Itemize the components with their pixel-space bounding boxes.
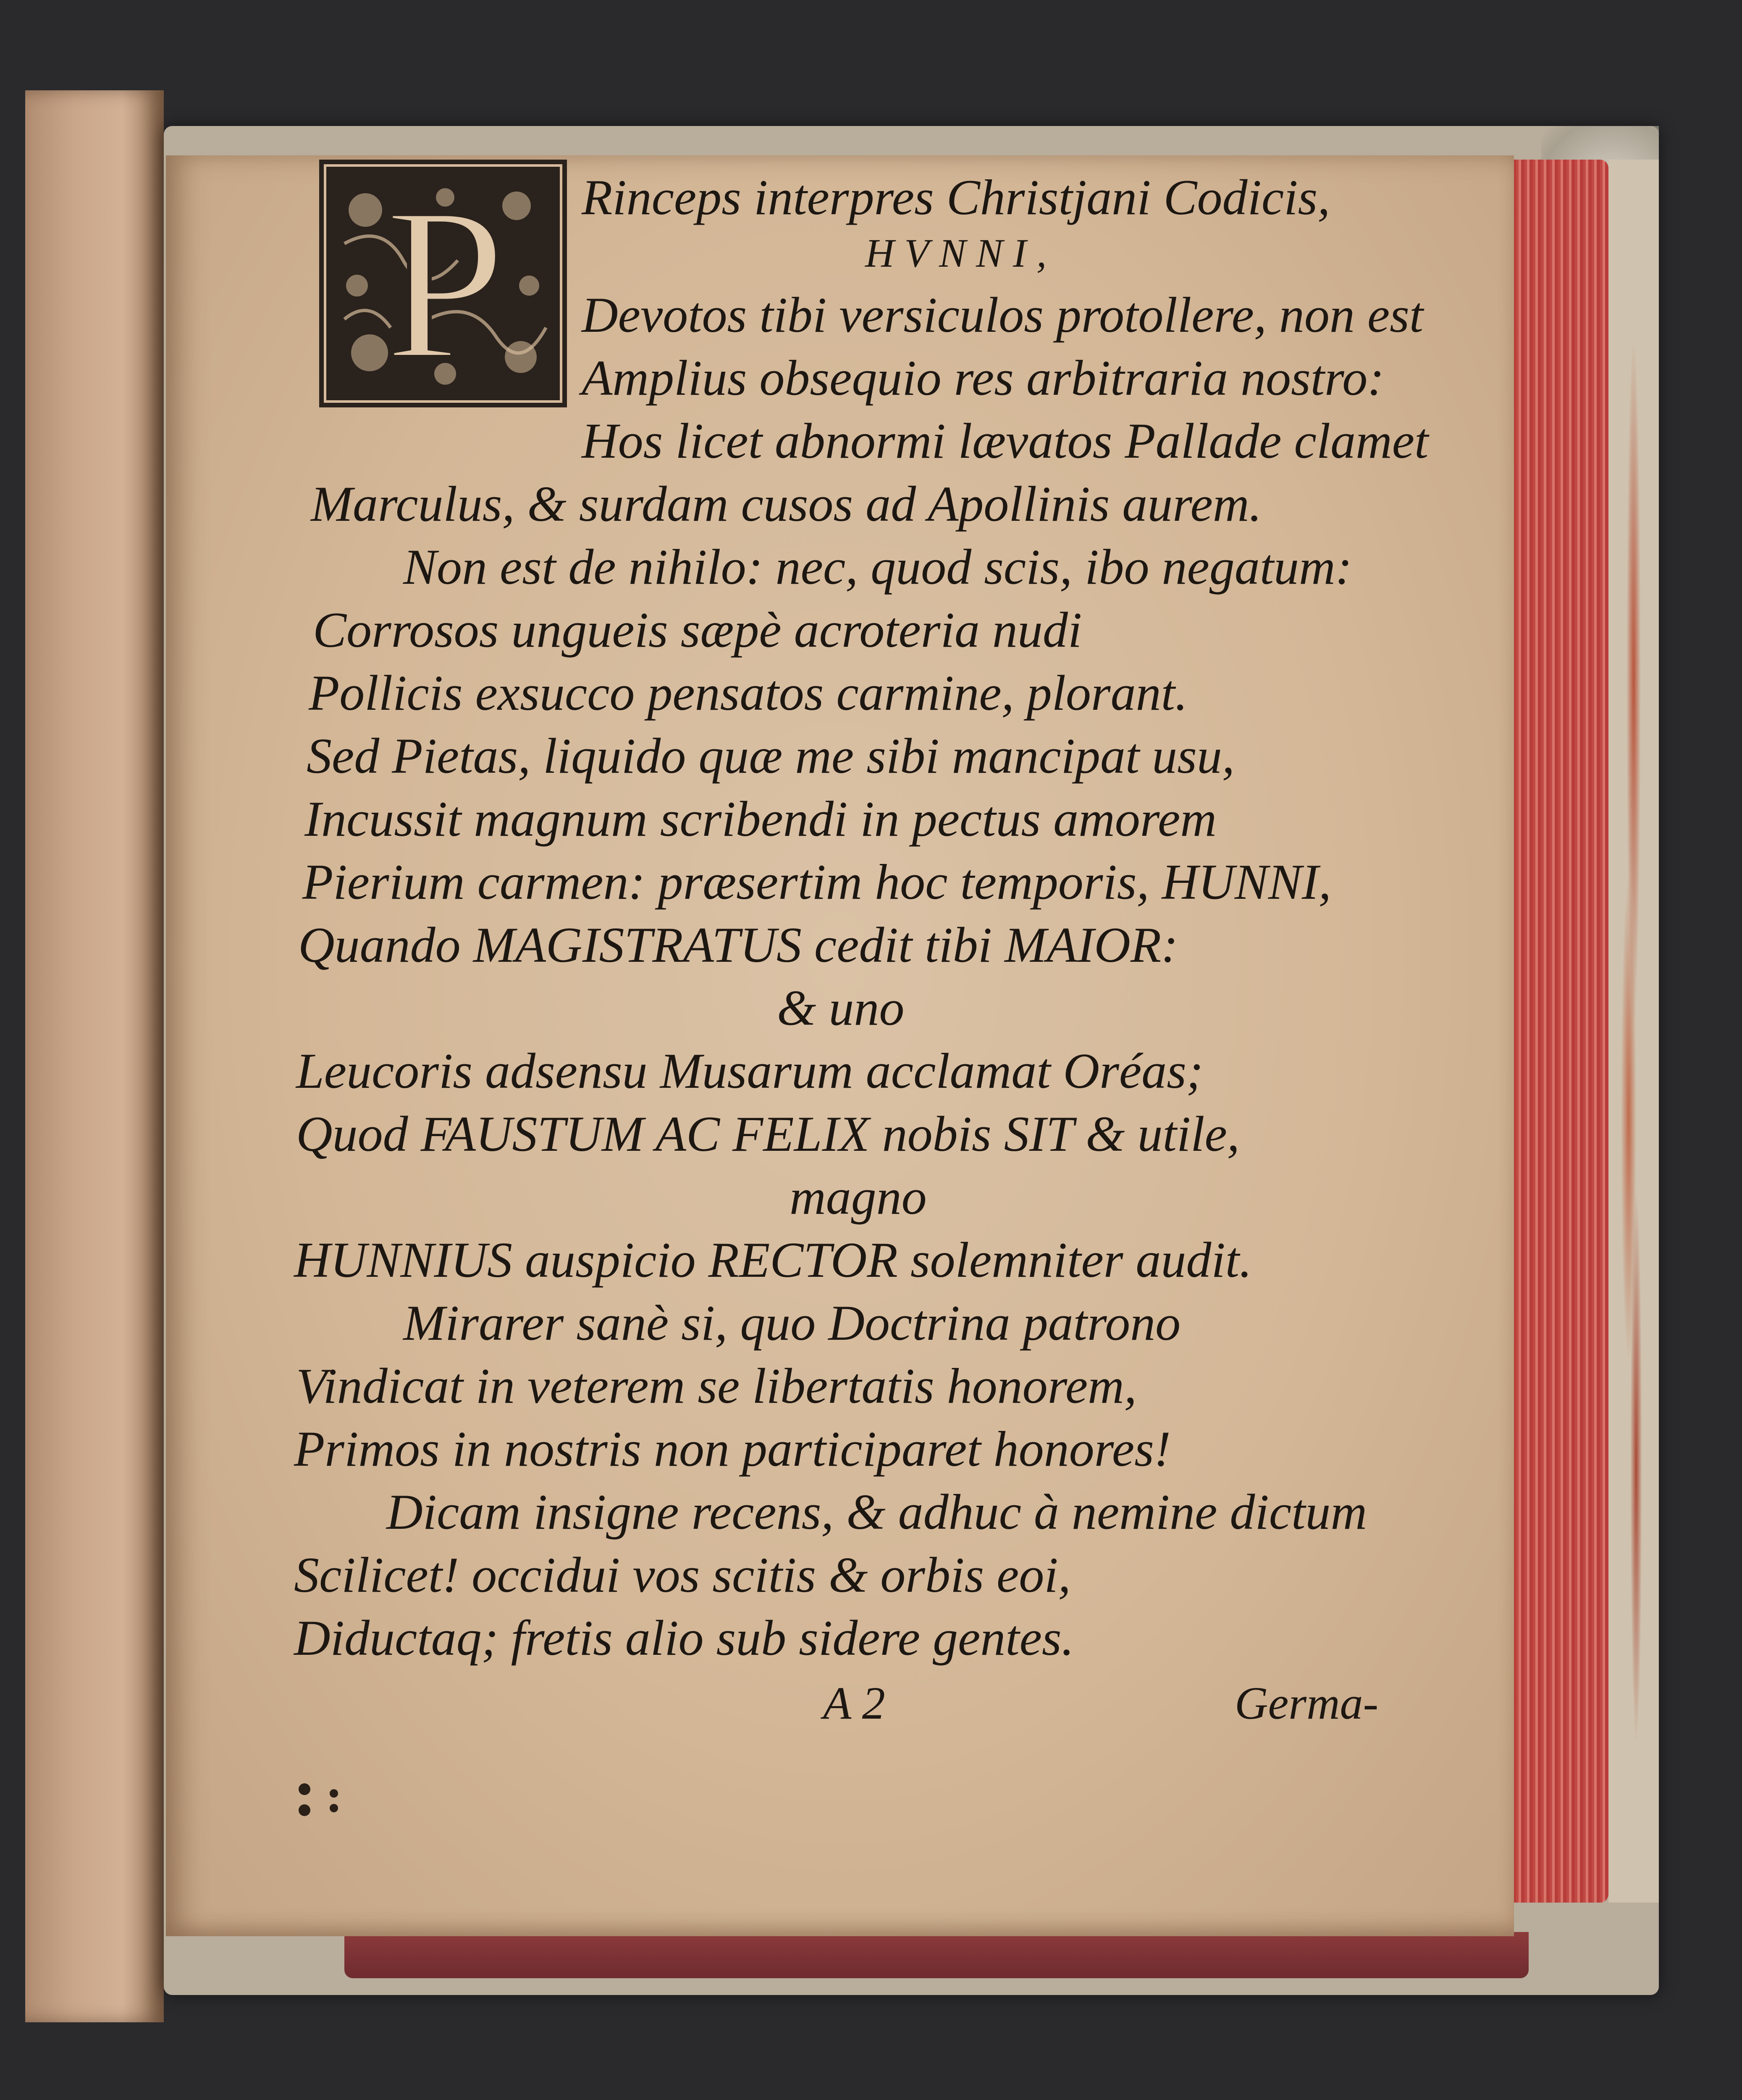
text-line-24: Diductaq; fretis alio sub sidere gentes.	[294, 1610, 1074, 1666]
text-line-16: Quod FAUSTUM AC FELIX nobis SIT & utile,	[296, 1106, 1240, 1162]
text-line-2: HVNNI,	[865, 231, 1057, 276]
catchword: Germa-	[1235, 1677, 1379, 1729]
text-line-1: Rinceps interpres Christjani Codicis,	[582, 169, 1330, 225]
text-line-4: Amplius obsequio res arbitraria nostro:	[582, 350, 1385, 406]
text-line-14: & uno	[777, 980, 905, 1036]
printer-mark	[294, 1777, 353, 1827]
text-line-7: Non est de nihilo: nec, quod scis, ibo negatum:	[403, 539, 1352, 595]
red-bottom-edge	[344, 1932, 1529, 1978]
previous-page-edge	[25, 90, 164, 2022]
text-line-20: Vindicat in veterem se libertatis honorem,	[296, 1358, 1137, 1414]
marbled-endpaper	[1608, 160, 1659, 1903]
text-line-6: Marculus, & surdam cusos ad Apollinis aurem.	[311, 476, 1262, 532]
decorated-initial	[319, 160, 567, 407]
text-line-11: Incussit magnum scribendi in pectus amorem	[304, 791, 1217, 847]
text-line-23: Scilicet! occidui vos scitis & orbis eoi,	[294, 1547, 1071, 1603]
text-line-5: Hos licet abnormi lævatos Pallade clamet	[582, 413, 1429, 469]
text-line-22: Dicam insigne recens, & adhuc à nemine dictum	[386, 1484, 1367, 1540]
text-line-12: Pierium carmen: præsertim hoc temporis, HUNNI,	[302, 854, 1331, 910]
text-line-3: Devotos tibi versiculos protollere, non est	[582, 287, 1424, 343]
text-line-21: Primos in nostris non participaret honores!	[294, 1421, 1171, 1477]
initial-letter: P	[384, 163, 506, 404]
text-line-10: Sed Pietas, liquido quæ me sibi mancipat usu,	[307, 728, 1235, 784]
signature-mark: A 2	[823, 1677, 885, 1729]
text-line-18: HUNNIUS auspicio RECTOR solemniter audit.	[294, 1232, 1252, 1288]
text-line-13: Quando MAGISTRATUS cedit tibi MAIOR:	[298, 917, 1178, 973]
text-line-19: Mirarer sanè si, quo Doctrina patrono	[403, 1295, 1181, 1351]
text-line-8: Corrosos ungueis sæpè acroteria nudi	[313, 602, 1082, 658]
text-line-17: magno	[790, 1169, 927, 1225]
text-line-9: Pollicis exsucco pensatos carmine, plorant.	[309, 665, 1188, 721]
red-page-edge	[1499, 160, 1608, 1903]
text-line-15: Leucoris adsensu Musarum acclamat Oréas;	[296, 1043, 1203, 1099]
